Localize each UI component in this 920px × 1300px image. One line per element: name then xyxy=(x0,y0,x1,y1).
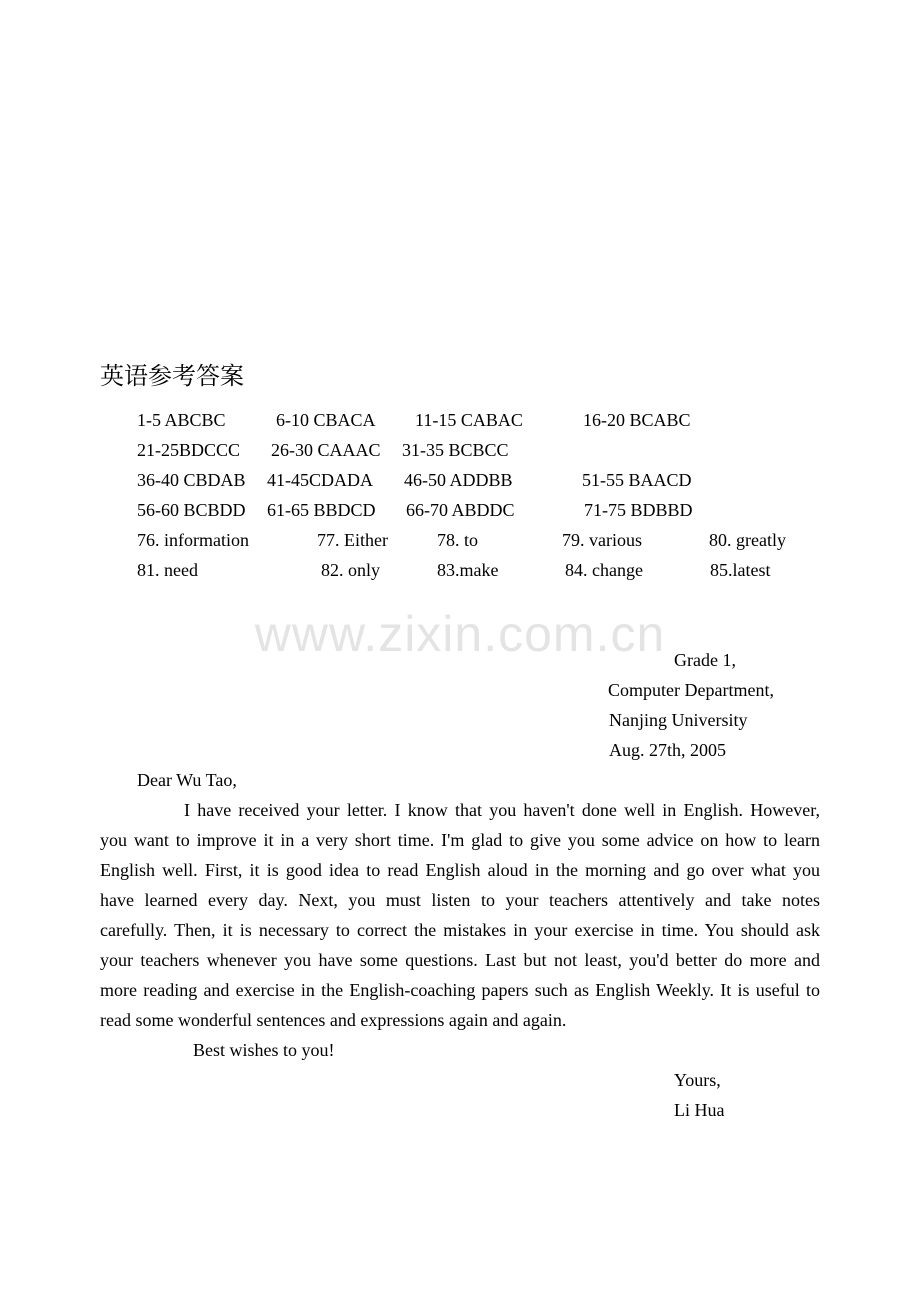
letter-body-line: more reading and exercise in the English-coaching papers such as English Weekly. It is useful to xyxy=(100,980,820,1000)
answer-group: 1-5 ABCBC xyxy=(137,410,226,430)
letter-body-line: I have received your letter. I know that you haven't done well in English. However, xyxy=(184,800,820,820)
closing: Yours, xyxy=(674,1070,721,1090)
answer-group: 11-15 CABAC xyxy=(415,410,523,430)
answer-row-2 xyxy=(0,435,920,465)
letter-body-line: you want to improve it in a very short time. I'm glad to give you some advice on how to learn xyxy=(100,830,820,850)
answer-group: 16-20 BCABC xyxy=(583,410,691,430)
answer-item: 85.latest xyxy=(710,560,771,580)
answer-row-3 xyxy=(0,465,920,495)
letter-date: Aug. 27th, 2005 xyxy=(609,740,726,760)
best-wishes: Best wishes to you! xyxy=(193,1040,335,1060)
answer-group: 61-65 BBDCD xyxy=(267,500,376,520)
watermark: www.zixin.com.cn xyxy=(254,606,666,662)
answer-item: 76. information xyxy=(137,530,249,550)
letter-body-line: English well. First, it is good idea to read English aloud in the morning and go over what you xyxy=(100,860,820,880)
answer-group: 66-70 ABDDC xyxy=(406,500,515,520)
answer-item: 84. change xyxy=(565,560,643,580)
answer-row-4 xyxy=(0,495,920,525)
answer-item: 77. Either xyxy=(317,530,388,550)
answer-group: 6-10 CBACA xyxy=(276,410,376,430)
answer-group: 36-40 CBDAB xyxy=(137,470,246,490)
answer-group: 46-50 ADDBB xyxy=(404,470,513,490)
answer-row-5 xyxy=(0,525,920,555)
address-line: Nanjing University xyxy=(609,710,748,730)
address-line: Computer Department, xyxy=(608,680,774,700)
answer-item: 78. to xyxy=(437,530,479,550)
answer-item: 80. greatly xyxy=(709,530,786,550)
signature: Li Hua xyxy=(674,1100,725,1120)
answer-item: 82. only xyxy=(321,560,381,580)
answer-group: 21-25BDCCC xyxy=(137,440,241,460)
letter-body-line: read some wonderful sentences and expressions again and again. xyxy=(100,1010,567,1030)
letter-body-line: your teachers whenever you have some questions. Last but not least, you'd better do more and xyxy=(100,950,820,970)
answer-item: 79. various xyxy=(562,530,642,550)
letter-body-line: carefully. Then, it is necessary to correct the mistakes in your exercise in time. You should ask xyxy=(100,920,820,940)
answer-group: 26-30 CAAAC xyxy=(271,440,381,460)
address-line: Grade 1, xyxy=(674,650,736,670)
answer-group: 56-60 BCBDD xyxy=(137,500,246,520)
answer-item: 81. need xyxy=(137,560,198,580)
answer-group: 71-75 BDBBD xyxy=(584,500,693,520)
answer-row-6 xyxy=(0,555,920,585)
answer-item: 83.make xyxy=(437,560,499,580)
answer-group: 31-35 BCBCC xyxy=(402,440,509,460)
salutation: Dear Wu Tao, xyxy=(137,770,237,790)
letter-body-line: have learned every day. Next, you must listen to your teachers attentively and take notes xyxy=(100,890,820,910)
answer-group: 41-45CDADA xyxy=(267,470,373,490)
answer-key-heading: 英语参考答案 xyxy=(100,362,244,390)
answer-group: 51-55 BAACD xyxy=(582,470,692,490)
answer-row-1 xyxy=(0,405,920,435)
